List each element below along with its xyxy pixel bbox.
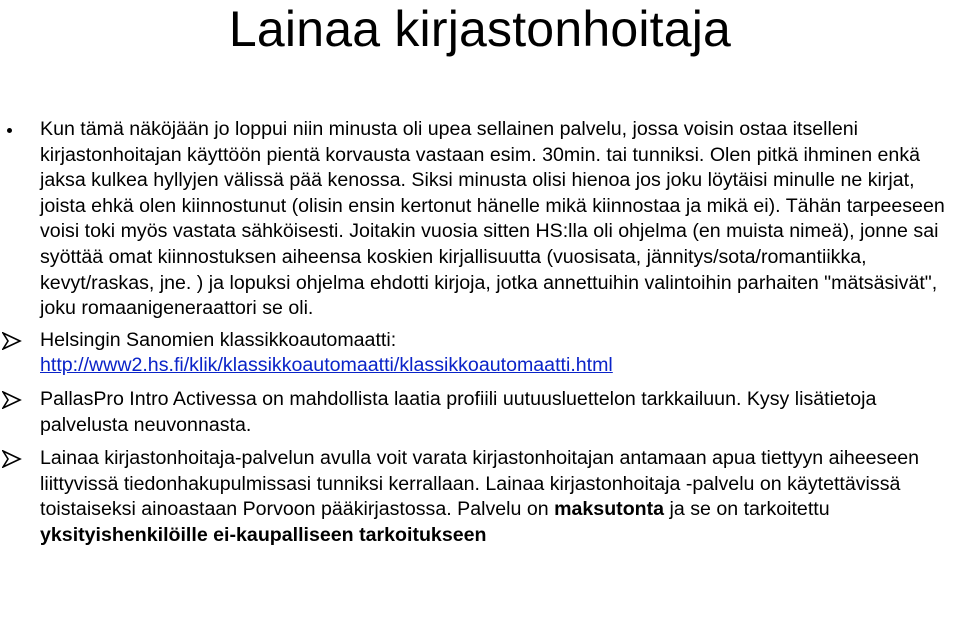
bullet-item-4 — [0, 446, 960, 548]
bullet-text-2: Helsingin Sanomien klassikkoautomaatti: — [40, 328, 397, 351]
bullet-text-3: PallasPro Intro Activessa on mahdollista laatia profiili uutuusluettelon tarkkailuun. Kysy lisätietoja palvelusta neuvonnasta. — [40, 387, 877, 436]
arrow-bullet-icon — [2, 332, 22, 350]
arrow-bullet-icon — [2, 450, 22, 468]
bullet-list — [0, 117, 960, 549]
slide-title: Lainaa kirjastonhoitaja — [228, 1, 732, 57]
bullet-item-3 — [0, 387, 960, 438]
bullet-text-1: Kun tämä näköjään jo loppui niin minusta oli upea sellainen palvelu, jossa voisin ostaa itselleni kirjastonhoitajan käyttöön pientä korvausta vastaan esim. 30min. tai tunniksi. Olen pitkä ihminen enkä jaksa kulkea hyllyjen välissä pää kenossa. Siksi minusta olisi hienoa jos joku löytäisi minulle ne kirjat, joista ehkä olen kiinnostunut (olisin ensin kertonut hänelle mikä kiinnostaa ja mikä ei). Tähän tarpeeseen voisi toki myös vastata sähköisesti. Joitakin vuosia sitten HS:lla oli ohjelma (en muista nimeä), jonne sai syöttää omat kiinnostuksen aiheensa koskien kirjallisuutta (vuosisata, jännitys/sota/romantiikka, kevyt/raskas, jne. ) ja lopuksi ohjelma ehdotti kirjoja, jotka annettuihin valintoihin parhaiten "mätsäsivät", joku romaanigeneraattori se oli. — [40, 118, 945, 320]
bullet-item-1 — [0, 117, 960, 322]
arrow-bullet-icon — [2, 391, 22, 409]
klassikkoautomaatti-link[interactable]: http://www2.hs.fi/klik/klassikkoautomaatti/klassikkoautomaatti.html — [40, 354, 613, 377]
bullet-item-2 — [0, 328, 960, 379]
round-bullet-icon — [7, 128, 12, 133]
bold-maksutonta: maksutonta — [554, 498, 665, 521]
bullet-text-4a: Lainaa kirjastonhoitaja-palvelun avulla voit varata kirjastonhoitajan antamaan apua tiettyyn aiheeseen liittyvissä tiedonhakupulmissasi tunniksi kerrallaan. Lainaa kirjastonhoitaja -palvelu on käytettävissä toistaiseksi ainoastaan Porvoon pääkirjastossa. Palvelu on — [40, 447, 920, 521]
bullet-text-4b: ja se on tarkoitettu — [664, 498, 830, 521]
bold-yksityishenkiloille: yksityishenkilöille ei-kaupalliseen tarkoitukseen — [40, 523, 487, 546]
